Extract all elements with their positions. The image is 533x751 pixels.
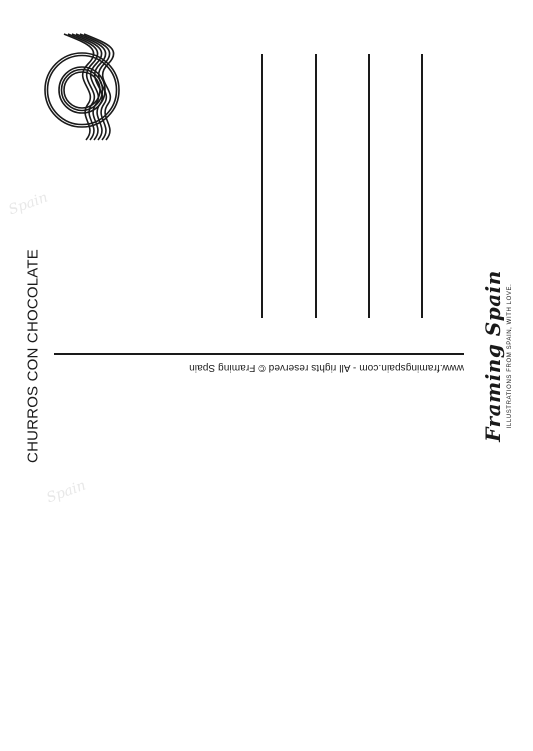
address-line <box>368 54 370 318</box>
address-line <box>261 54 263 318</box>
brand-name: Framing Spain <box>481 270 505 442</box>
address-line <box>421 54 423 318</box>
brand-logo <box>482 270 514 442</box>
copyright-text: www.framingspain.com - All rights reserved © Framing Spain <box>189 362 464 373</box>
watermark-text: Spain <box>44 477 88 507</box>
card-title: CHURROS CON CHOCOLATE <box>24 249 42 463</box>
brand-tagline: ILLUSTRATIONS FROM SPAIN, WITH LOVE. <box>507 283 513 429</box>
watermark-text: Spain <box>6 189 50 219</box>
divider-line <box>54 353 464 355</box>
address-line <box>315 54 317 318</box>
postmark-icon <box>42 30 128 146</box>
